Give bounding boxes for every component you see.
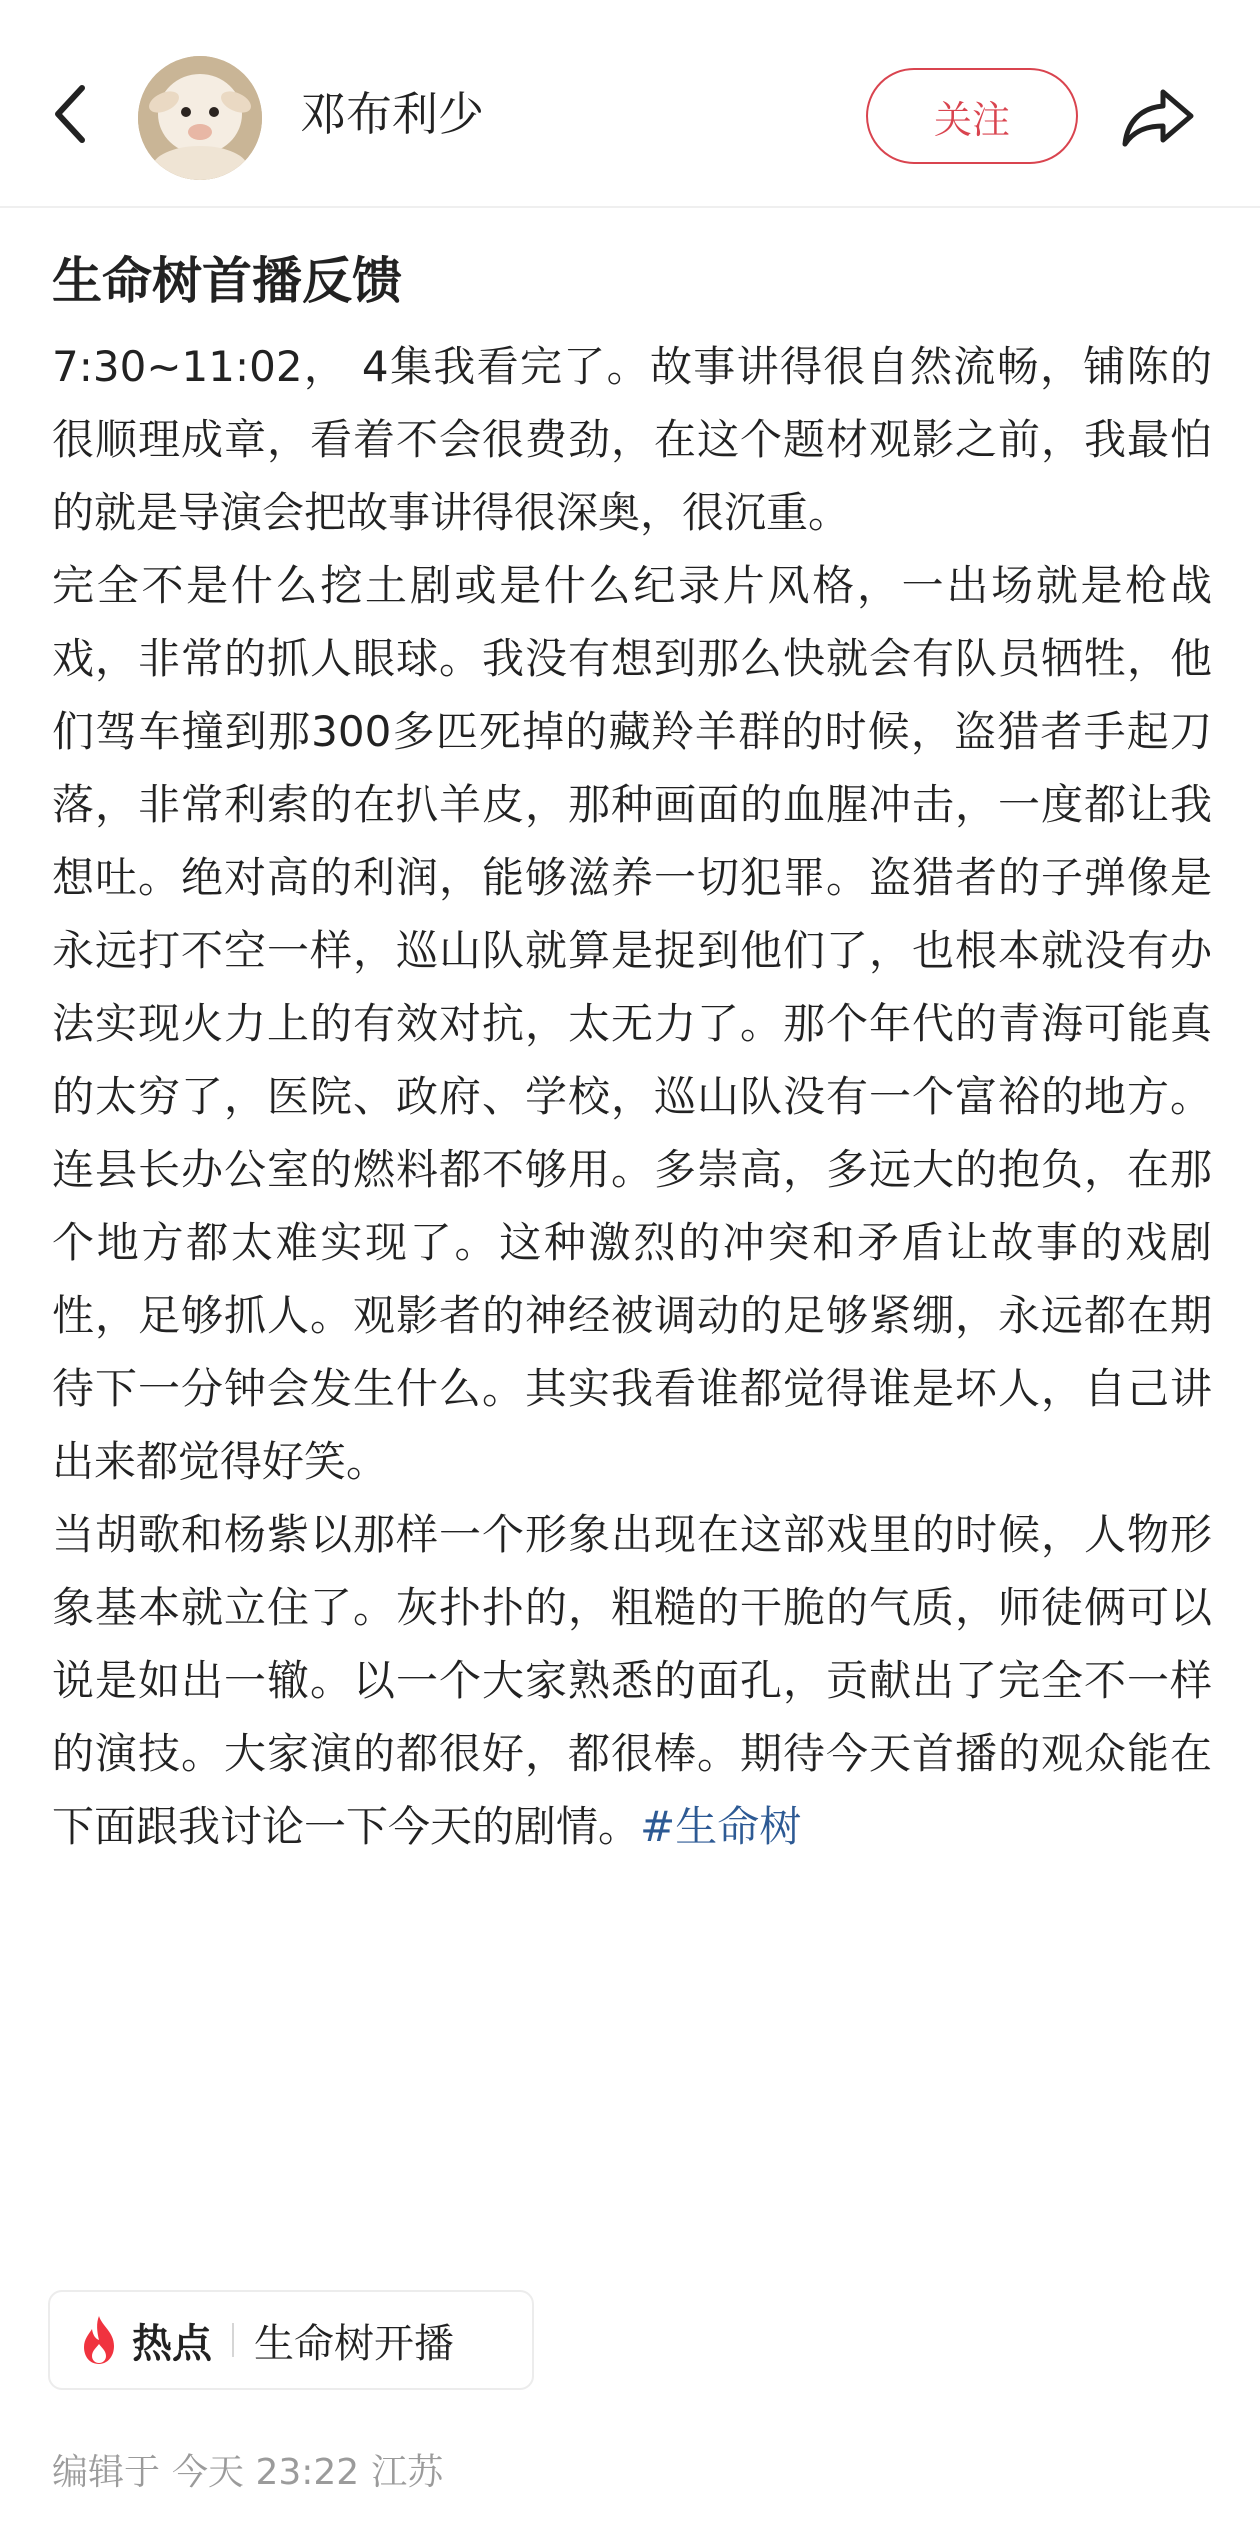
edit-location: 江苏 — [371, 2452, 444, 2493]
hot-label: 热点 — [132, 2320, 212, 2367]
follow-button[interactable]: 关注 — [866, 68, 1078, 164]
hot-topic-name: 生命树开播 — [254, 2320, 454, 2367]
post-title: 生命树首播反馈 — [52, 252, 402, 310]
back-button[interactable] — [40, 78, 100, 150]
avatar[interactable] — [138, 56, 262, 180]
author-name[interactable]: 邓布利少 — [300, 87, 484, 141]
post-paragraph-1: 7:30~11:02， 4集我看完了。故事讲得很自然流畅，铺陈的很顺理成章，看着不会很费劲，在这个题材观影之前，我最怕的就是导演会把故事讲得很深奥，很沉重。 — [52, 342, 1212, 537]
back-arrow-icon — [50, 82, 90, 146]
share-button[interactable] — [1116, 82, 1200, 154]
edit-meta — [52, 2448, 443, 2498]
flame-icon — [78, 2314, 120, 2366]
hot-topic-chip[interactable] — [48, 2290, 534, 2390]
post-paragraph-3 — [52, 1498, 1212, 1863]
post-body — [52, 246, 1212, 1863]
post-paragraph-2: 完全不是什么挖土剧或是什么纪录片风格，一出场就是枪战戏，非常的抓人眼球。我没有想到那么快就会有队员牺牲，他们驾车撞到那300多匹死掉的藏羚羊群的时候，盗猎者手起刀落，非常利索的在扒羊皮，那种画面的血腥冲击，一度都让我想吐。绝对高的利润，能够滋养一切犯罪。盗猎者的子弹像是永远打不空一样，巡山队就算是捉到他们了，也根本就没有办法实现火力上的有效对抗，太无力了。那个年代的青海可能真的太穷了，医院、政府、学校，巡山队没有一个富裕的地方。连县长办公室的燃料都不够用。多崇高，多远大的抱负，在那个地方都太难实现了。这种激烈的冲突和矛盾让故事的戏剧性，足够抓人。观影者的神经被调动的足够紧绷，永远都在期待下一分钟会发生什么。其实我看谁都觉得谁是坏人，自己讲出来都觉得好笑。 — [52, 561, 1212, 1486]
lamb-avatar-image — [138, 56, 262, 180]
hashtag-link[interactable]: #生命树 — [640, 1802, 802, 1851]
share-arrow-icon — [1119, 86, 1197, 150]
edit-prefix: 编辑于 — [52, 2452, 161, 2493]
edit-time: 今天 23:22 — [172, 2452, 360, 2493]
post-paragraph-3-text: 当胡歌和杨紫以那样一个形象出现在这部戏里的时候，人物形象基本就立住了。灰扑扑的，粗糙的干脆的气质，师徒俩可以说是如出一辙。以一个大家熟悉的面孔，贡献出了完全不一样的演技。大家演的都很好，都很棒。期待今天首播的观众能在下面跟我讨论一下今天的剧情。 — [52, 1510, 1212, 1851]
chip-divider — [232, 2323, 234, 2357]
top-bar — [0, 0, 1260, 208]
